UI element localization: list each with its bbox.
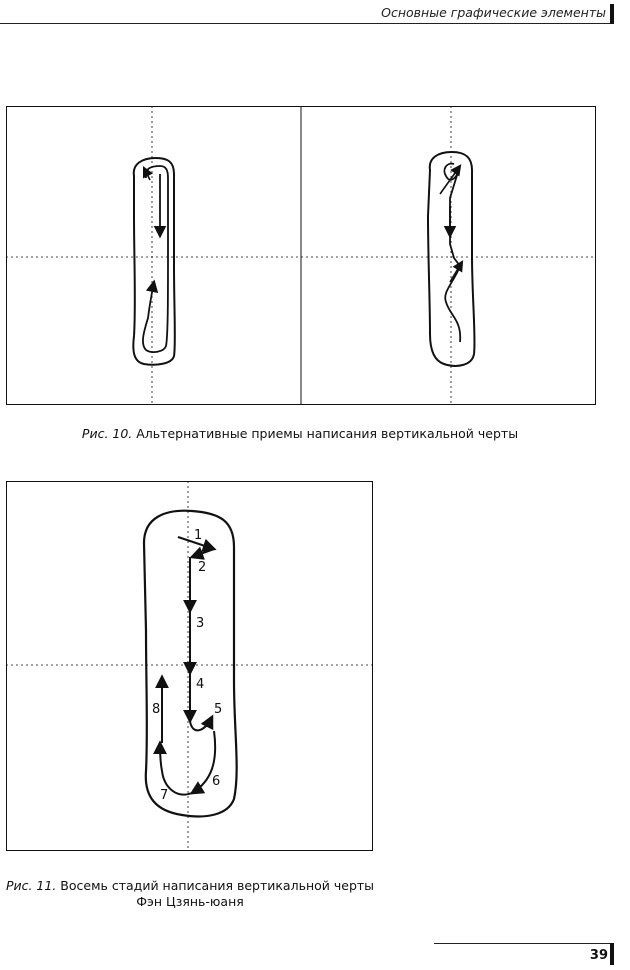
- stage-number-5: 5: [214, 702, 223, 717]
- footer-rule: [434, 943, 612, 944]
- figure-11-diagram: [6, 481, 374, 853]
- stage-number-2: 2: [198, 560, 207, 575]
- figure-10-caption-text: Альтернативные приемы написания вертикальной черты: [132, 426, 519, 441]
- stage-7-arrow: [160, 743, 192, 795]
- right-stroke-arrow-up: [450, 262, 462, 282]
- left-stroke-path: [143, 166, 168, 352]
- right-stroke-path: [444, 164, 460, 342]
- right-stroke-arrow-diagonal: [440, 166, 460, 194]
- running-header: [0, 0, 630, 28]
- stage-number-4: 4: [196, 677, 205, 692]
- page-number: 39: [589, 948, 608, 963]
- header-bracket: [610, 4, 614, 24]
- figure-10-label: Рис. 10.: [81, 426, 133, 441]
- footer-bracket: [610, 943, 614, 965]
- figure-10-caption: [0, 426, 600, 441]
- figure-11-caption-line-1: [0, 878, 380, 894]
- figure-11-caption: [0, 878, 380, 910]
- figure-11-caption-line-2: Фэн Цзянь-юаня: [136, 894, 244, 909]
- running-header-title: Основные графические элементы: [381, 5, 606, 20]
- figure-11-label: Рис. 11.: [5, 878, 57, 893]
- right-stroke-outline: [428, 152, 475, 366]
- figure-10-diagram: [6, 106, 596, 406]
- stage-number-6: 6: [212, 774, 221, 789]
- stage-number-1: 1: [194, 528, 203, 543]
- figure-11-caption-text: Восемь стадий написания вертикальной черты: [56, 878, 375, 893]
- stage-5-arrow: [190, 717, 212, 730]
- header-rule: [0, 23, 612, 24]
- stage-number-8: 8: [152, 702, 161, 717]
- stage-2-arrow: [192, 549, 214, 557]
- stage-number-3: 3: [196, 616, 205, 631]
- stage-number-7: 7: [160, 788, 169, 803]
